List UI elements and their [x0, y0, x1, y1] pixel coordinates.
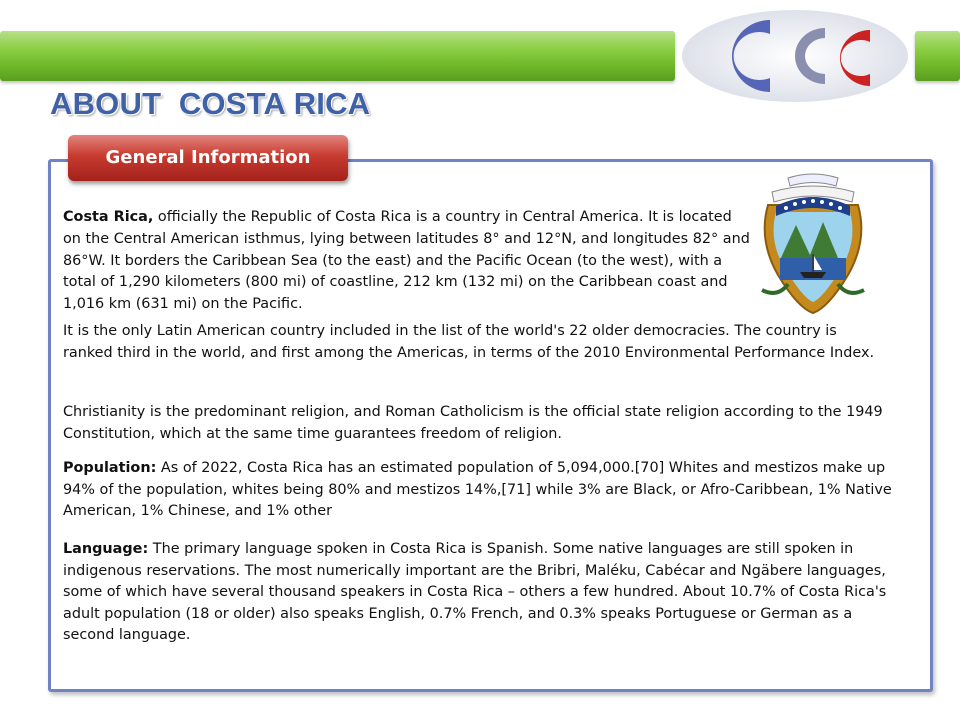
- paragraph-language: [63, 539, 903, 647]
- population-label: Population:: [63, 460, 157, 476]
- paragraph-overview: [63, 207, 753, 316]
- language-text: The primary language spoken in Costa Rica is Spanish. Some native languages are still spoken in indigenous reservations. The most numerically important are the Bribri, Maléku, Cabécar and Ngäbere languages, some of which have several thousand speakers in Costa Rica – others a few hundred. About 10.7% of Costa Rica's adult population (18 or older) also speaks English, 0.7% French, and 0.3% speaks Portuguese or German as a second language.: [63, 541, 887, 643]
- costa-rica-coat-of-arms-icon: [758, 170, 868, 315]
- paragraph-population: [63, 458, 903, 523]
- overview-label: Costa Rica,: [63, 209, 154, 225]
- paragraph-democracy: It is the only Latin American country included in the list of the world's 22 older democracies. The country is ranked third in the world, and first among the Americas, in terms of the 2010 Environmental Performance Index.: [63, 323, 875, 361]
- section-tab-general-information: General Information: [68, 135, 348, 181]
- population-text: As of 2022, Costa Rica has an estimated population of 5,094,000.[70] Whites and mestizos make up 94% of the population, whites being 80% and mestizos 14%,[71] while 3% are Black, or Afro-Caribbean, 1% Native American, 1% Chinese, and 1% other: [63, 460, 892, 519]
- page-title: ABOUT COSTA RICA: [50, 86, 371, 121]
- header-bar-left: [0, 31, 675, 81]
- overview-text: officially the Republic of Costa Rica is a country in Central America. It is located on the Central American isthmus, lying between latitudes 8° and 12°N, and longitudes 82° and 86°W. It borders the Caribbean Sea (to the east) and the Pacific Ocean (to the west), with a total of 1,290 kilometers (800 mi) of coastline, 212 km (132 mi) on the Caribbean coast and 1,016 km (631 mi) on the Pacific.: [63, 209, 750, 313]
- header-bar-right: [915, 31, 960, 81]
- paragraph-religion: Christianity is the predominant religion, and Roman Catholicism is the official state religion according to the 1949 Constitution, which at the same time guarantees freedom of religion.: [63, 404, 883, 442]
- language-label: Language:: [63, 541, 149, 557]
- ccc-logo-icon: [680, 8, 910, 103]
